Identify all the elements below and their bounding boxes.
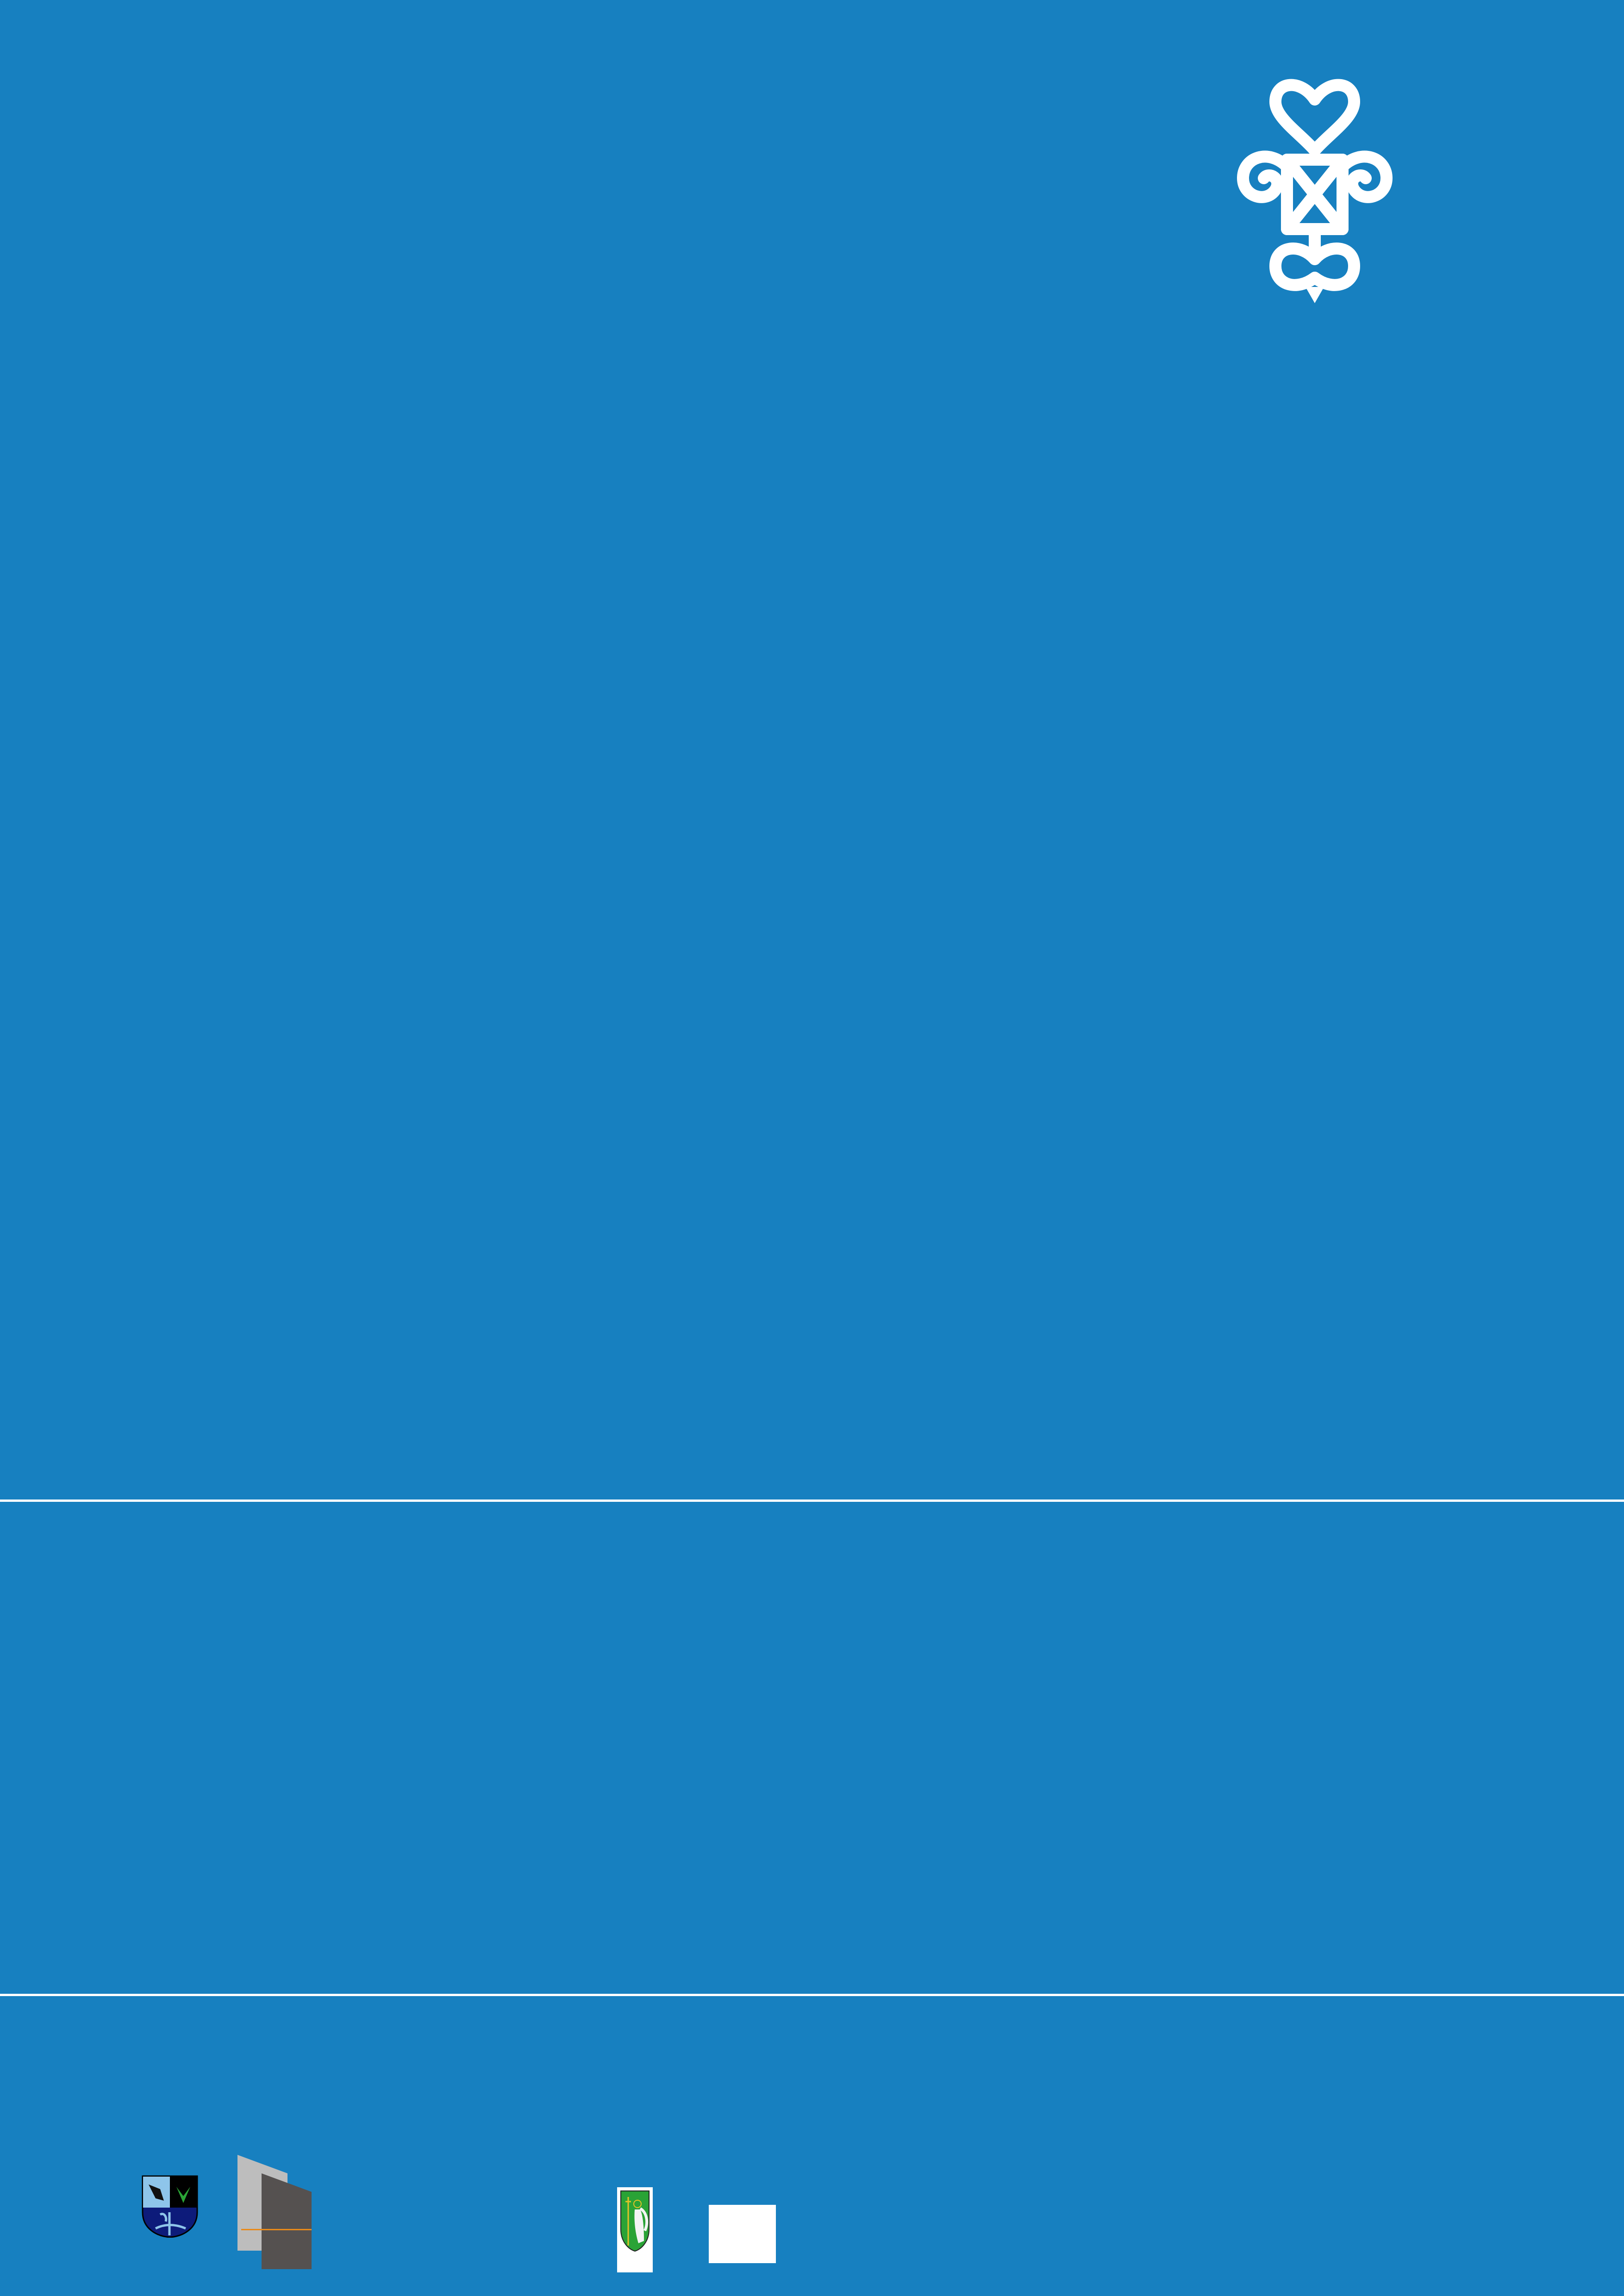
section-divider xyxy=(0,1994,1624,1996)
event-heading xyxy=(815,1327,907,1353)
kass-logo-icon[interactable] xyxy=(709,2205,776,2263)
event-heading xyxy=(815,1456,906,1481)
section-divider xyxy=(0,1500,1624,1502)
rkc-logo-icon[interactable] xyxy=(237,2155,314,2271)
event-heading xyxy=(813,666,894,692)
tsk-coat-of-arms-icon[interactable] xyxy=(142,2175,198,2268)
event-heading xyxy=(815,1244,903,1270)
event-heading xyxy=(813,463,894,489)
prievidza-coat-of-arms-icon[interactable] xyxy=(617,2187,653,2272)
folk-heart-ornament-icon xyxy=(1231,65,1398,305)
